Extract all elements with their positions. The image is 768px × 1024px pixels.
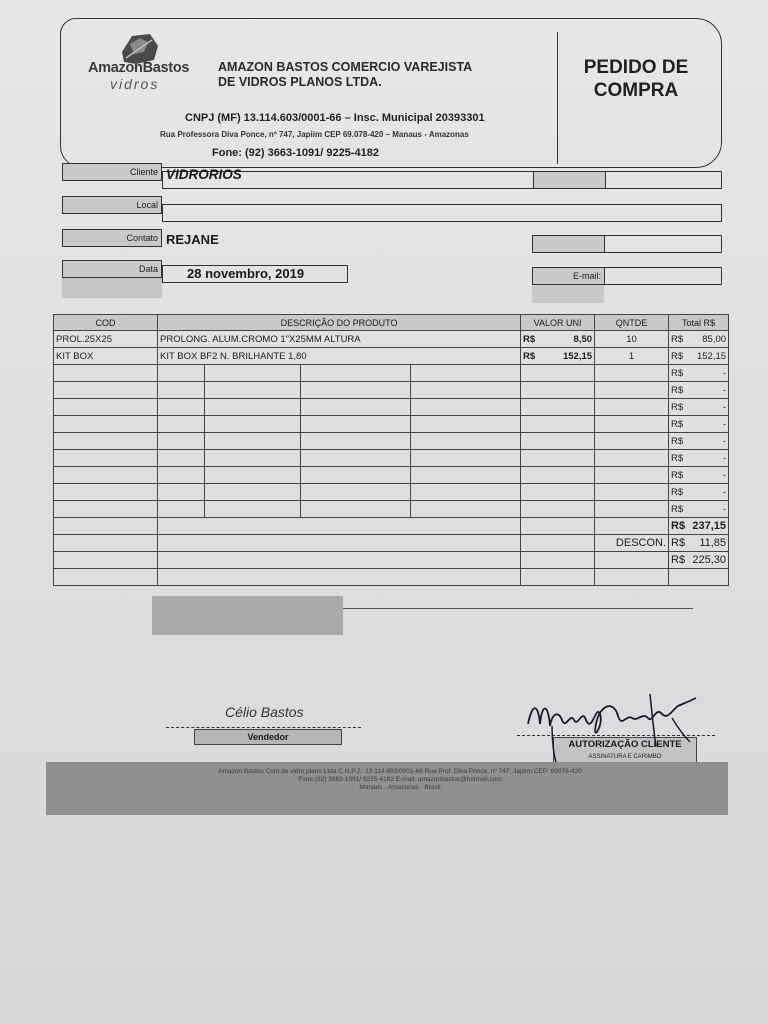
footer-line3: Manaus - Amazonas - Brasil bbox=[359, 784, 441, 791]
cell-total bbox=[669, 433, 729, 450]
document-title-line1: PEDIDO DE bbox=[583, 57, 689, 78]
subtotal-row bbox=[54, 518, 729, 535]
currency-symbol: R$ bbox=[671, 503, 684, 515]
cell-desc-c bbox=[301, 450, 411, 467]
cell-qntde bbox=[595, 450, 669, 467]
cell-desc-d bbox=[411, 450, 521, 467]
table-row bbox=[54, 433, 729, 450]
amount: - bbox=[722, 401, 727, 413]
document-title-line2: COMPRA bbox=[593, 80, 679, 101]
cell-valor-unit bbox=[521, 416, 595, 433]
cell-empty bbox=[54, 535, 158, 552]
contato-label: Contato bbox=[62, 229, 162, 247]
logo-subtitle: vidros bbox=[110, 76, 160, 92]
currency-symbol: R$ bbox=[671, 367, 684, 379]
currency-symbol: R$ bbox=[671, 486, 684, 498]
cell-desc-a bbox=[158, 484, 205, 501]
cell-desc-c bbox=[301, 399, 411, 416]
cell-total bbox=[669, 501, 729, 518]
cell-total bbox=[669, 467, 729, 484]
items-table bbox=[53, 314, 729, 586]
local-label: Local bbox=[62, 196, 162, 214]
table-row bbox=[54, 399, 729, 416]
contato-value: REJANE bbox=[166, 232, 219, 247]
header-descricao: DESCRIÇÃO DO PRODUTO bbox=[158, 315, 521, 331]
cell-desc-a bbox=[158, 416, 205, 433]
currency-symbol: R$ bbox=[671, 418, 684, 430]
amount: 225,30 bbox=[692, 554, 727, 566]
table-row bbox=[54, 467, 729, 484]
cell-empty bbox=[54, 552, 158, 569]
cell-total bbox=[669, 382, 729, 399]
company-phone: Fone: (92) 3663-1091/ 9225-4182 bbox=[212, 147, 379, 159]
data-value: 28 novembro, 2019 bbox=[187, 266, 305, 281]
table-header-row bbox=[54, 315, 729, 331]
cell-valor-unit bbox=[521, 450, 595, 467]
cliente-value: VIDRORIOS bbox=[166, 167, 242, 182]
cell-desc-d bbox=[411, 433, 521, 450]
cell-cod bbox=[54, 399, 158, 416]
contato-extra-label bbox=[532, 235, 605, 253]
header-cod: COD bbox=[54, 315, 158, 331]
currency-symbol: R$ bbox=[671, 333, 684, 345]
cell-desc-a bbox=[158, 450, 205, 467]
cell-total bbox=[669, 365, 729, 382]
cell-desc-d bbox=[411, 399, 521, 416]
cell-empty bbox=[595, 569, 669, 586]
cell-desc-a bbox=[158, 433, 205, 450]
email-label-shadow bbox=[532, 285, 604, 303]
company-address: Rua Professora Diva Ponce, nº 747, Japiim CEP 69.078-420 – Manaus - Amazonas bbox=[160, 130, 469, 139]
cell-empty bbox=[158, 552, 521, 569]
auth-title: AUTORIZAÇÃO CLIENTE bbox=[568, 739, 682, 750]
currency-symbol: R$ bbox=[523, 333, 536, 345]
currency-symbol: R$ bbox=[671, 537, 686, 549]
cell-desc-c bbox=[301, 382, 411, 399]
cell-descricao: KIT BOX BF2 N. BRILHANTE 1,80 bbox=[158, 348, 521, 365]
cell-cod bbox=[54, 365, 158, 382]
final-total-value bbox=[669, 552, 729, 569]
cell-valor-unit bbox=[521, 484, 595, 501]
table-row bbox=[54, 569, 729, 586]
handwritten-signature bbox=[522, 684, 702, 764]
amount: 85,00 bbox=[702, 333, 727, 345]
separator-line bbox=[343, 608, 693, 609]
cell-empty bbox=[521, 518, 595, 535]
cell-total bbox=[669, 399, 729, 416]
company-name-line1: AMAZON BASTOS COMERCIO VAREJISTA bbox=[218, 60, 473, 74]
subtotal-value bbox=[669, 518, 729, 535]
cell-cod bbox=[54, 382, 158, 399]
cell-cod bbox=[54, 501, 158, 518]
shaded-block bbox=[152, 596, 343, 635]
amount: - bbox=[722, 367, 727, 379]
cell-desc-b bbox=[205, 467, 301, 484]
table-row bbox=[54, 450, 729, 467]
header-divider bbox=[557, 32, 558, 164]
cell-cod bbox=[54, 433, 158, 450]
cell-desc-b bbox=[205, 365, 301, 382]
currency-symbol: R$ bbox=[671, 469, 684, 481]
cell-desc-a bbox=[158, 399, 205, 416]
cell-valor-unit bbox=[521, 365, 595, 382]
cell-valor-unit bbox=[521, 382, 595, 399]
header-total: Total R$ bbox=[669, 315, 729, 331]
company-cnpj: CNPJ (MF) 13.114.603/0001-66 – Insc. Municipal 20393301 bbox=[185, 112, 485, 124]
cell-total bbox=[669, 416, 729, 433]
cell-total bbox=[669, 484, 729, 501]
currency-symbol: R$ bbox=[671, 520, 686, 532]
cell-descricao: PROLONG. ALUM.CROMO 1"X25MM ALTURA bbox=[158, 331, 521, 348]
cell-desc-b bbox=[205, 450, 301, 467]
amount: - bbox=[722, 418, 727, 430]
auth-subtitle: ASSINATURA E CARIMBO bbox=[588, 754, 662, 760]
cell-desc-d bbox=[411, 365, 521, 382]
cell-desc-a bbox=[158, 467, 205, 484]
seller-label: Vendedor bbox=[194, 729, 342, 745]
amount: 152,15 bbox=[696, 350, 727, 362]
currency-symbol: R$ bbox=[671, 401, 684, 413]
data-label-shadow bbox=[62, 278, 162, 298]
items-body bbox=[54, 331, 729, 586]
cell-valor-unit bbox=[521, 399, 595, 416]
cell-qntde bbox=[595, 365, 669, 382]
amount: - bbox=[722, 435, 727, 447]
cell-empty bbox=[158, 518, 521, 535]
discount-row bbox=[54, 535, 729, 552]
cell-desc-c bbox=[301, 501, 411, 518]
header-valor-unit: VALOR UNI bbox=[521, 315, 595, 331]
amount: 237,15 bbox=[692, 520, 727, 532]
cell-desc-c bbox=[301, 416, 411, 433]
cell-total bbox=[669, 331, 729, 348]
cell-desc-c bbox=[301, 365, 411, 382]
cell-desc-d bbox=[411, 416, 521, 433]
currency-symbol: R$ bbox=[671, 452, 684, 464]
footer-text bbox=[120, 768, 680, 792]
cell-qntde bbox=[595, 467, 669, 484]
email-field bbox=[604, 267, 722, 285]
cell-qntde bbox=[595, 433, 669, 450]
document-title bbox=[560, 56, 712, 102]
cell-qntde: 1 bbox=[595, 348, 669, 365]
cell-total bbox=[669, 450, 729, 467]
amount: 11,85 bbox=[699, 537, 727, 549]
table-row bbox=[54, 365, 729, 382]
footer-line2: Fone:(92) 3663-1091/ 9225-4182 E-mail: amazonbastos@hotmail.com bbox=[298, 776, 502, 783]
header-qntde: QNTDE bbox=[595, 315, 669, 331]
footer-line1: Amazon Bastos Com de vidro plano Ltda C.N.P.J.: 13.114.603/0001-66 Rua Prof. Diva Ponce, nº 747, Japiim CEP: 69078-420 bbox=[218, 768, 582, 775]
amount: 8,50 bbox=[573, 333, 593, 345]
data-label: Data bbox=[62, 260, 162, 278]
amount: 152,15 bbox=[562, 350, 593, 362]
cliente-label: Cliente bbox=[62, 163, 162, 181]
amount: - bbox=[722, 384, 727, 396]
currency-symbol: R$ bbox=[523, 350, 536, 362]
currency-symbol: R$ bbox=[671, 350, 684, 362]
cell-desc-d bbox=[411, 467, 521, 484]
cell-empty bbox=[521, 552, 595, 569]
cell-desc-c bbox=[301, 484, 411, 501]
cell-qntde bbox=[595, 416, 669, 433]
cell-desc-a bbox=[158, 501, 205, 518]
final-total-row bbox=[54, 552, 729, 569]
amount: - bbox=[722, 452, 727, 464]
logo-name: AmazonBastos bbox=[88, 60, 190, 76]
cell-cod bbox=[54, 467, 158, 484]
cell-cod: KIT BOX bbox=[54, 348, 158, 365]
cell-valor-unit bbox=[521, 331, 595, 348]
cell-desc-d bbox=[411, 382, 521, 399]
cell-desc-d bbox=[411, 484, 521, 501]
cell-empty bbox=[158, 569, 521, 586]
cell-cod: PROL.25X25 bbox=[54, 331, 158, 348]
cell-desc-b bbox=[205, 501, 301, 518]
cell-empty bbox=[521, 569, 595, 586]
cell-valor-unit bbox=[521, 348, 595, 365]
cell-total bbox=[669, 348, 729, 365]
discount-label: DESCON. bbox=[595, 535, 669, 552]
cell-empty bbox=[54, 569, 158, 586]
table-row bbox=[54, 484, 729, 501]
currency-symbol: R$ bbox=[671, 435, 684, 447]
cell-cod bbox=[54, 450, 158, 467]
table-row bbox=[54, 331, 729, 348]
company-name-line2: DE VIDROS PLANOS LTDA. bbox=[218, 75, 382, 89]
cell-qntde bbox=[595, 382, 669, 399]
company-name bbox=[218, 60, 538, 90]
cell-desc-a bbox=[158, 365, 205, 382]
cell-empty bbox=[669, 569, 729, 586]
table-row bbox=[54, 348, 729, 365]
cell-desc-b bbox=[205, 399, 301, 416]
cell-valor-unit bbox=[521, 501, 595, 518]
discount-value bbox=[669, 535, 729, 552]
cell-cod bbox=[54, 416, 158, 433]
amount: - bbox=[722, 503, 727, 515]
cell-empty bbox=[595, 518, 669, 535]
cliente-extra-field bbox=[605, 171, 722, 189]
cell-valor-unit bbox=[521, 433, 595, 450]
email-label: E-mail: bbox=[532, 267, 605, 285]
seller-name: Célio Bastos bbox=[225, 704, 304, 720]
cell-qntde bbox=[595, 399, 669, 416]
table-row bbox=[54, 501, 729, 518]
cell-qntde: 10 bbox=[595, 331, 669, 348]
cell-empty bbox=[595, 552, 669, 569]
table-row bbox=[54, 382, 729, 399]
cell-empty bbox=[521, 535, 595, 552]
currency-symbol: R$ bbox=[671, 384, 684, 396]
cell-desc-c bbox=[301, 467, 411, 484]
cell-qntde bbox=[595, 484, 669, 501]
currency-symbol: R$ bbox=[671, 554, 686, 566]
table-row bbox=[54, 416, 729, 433]
cell-empty bbox=[158, 535, 521, 552]
cell-desc-b bbox=[205, 416, 301, 433]
amount: - bbox=[722, 469, 727, 481]
cell-desc-b bbox=[205, 382, 301, 399]
cell-desc-c bbox=[301, 433, 411, 450]
cell-qntde bbox=[595, 501, 669, 518]
contato-extra-field bbox=[604, 235, 722, 253]
seller-signature-line bbox=[166, 727, 361, 728]
cliente-extra-label bbox=[533, 171, 606, 189]
cell-empty bbox=[54, 518, 158, 535]
local-field bbox=[162, 204, 722, 222]
cell-desc-b bbox=[205, 433, 301, 450]
cell-desc-b bbox=[205, 484, 301, 501]
cell-desc-a bbox=[158, 382, 205, 399]
cell-cod bbox=[54, 484, 158, 501]
cell-desc-d bbox=[411, 501, 521, 518]
amount: - bbox=[722, 486, 727, 498]
cell-valor-unit bbox=[521, 467, 595, 484]
